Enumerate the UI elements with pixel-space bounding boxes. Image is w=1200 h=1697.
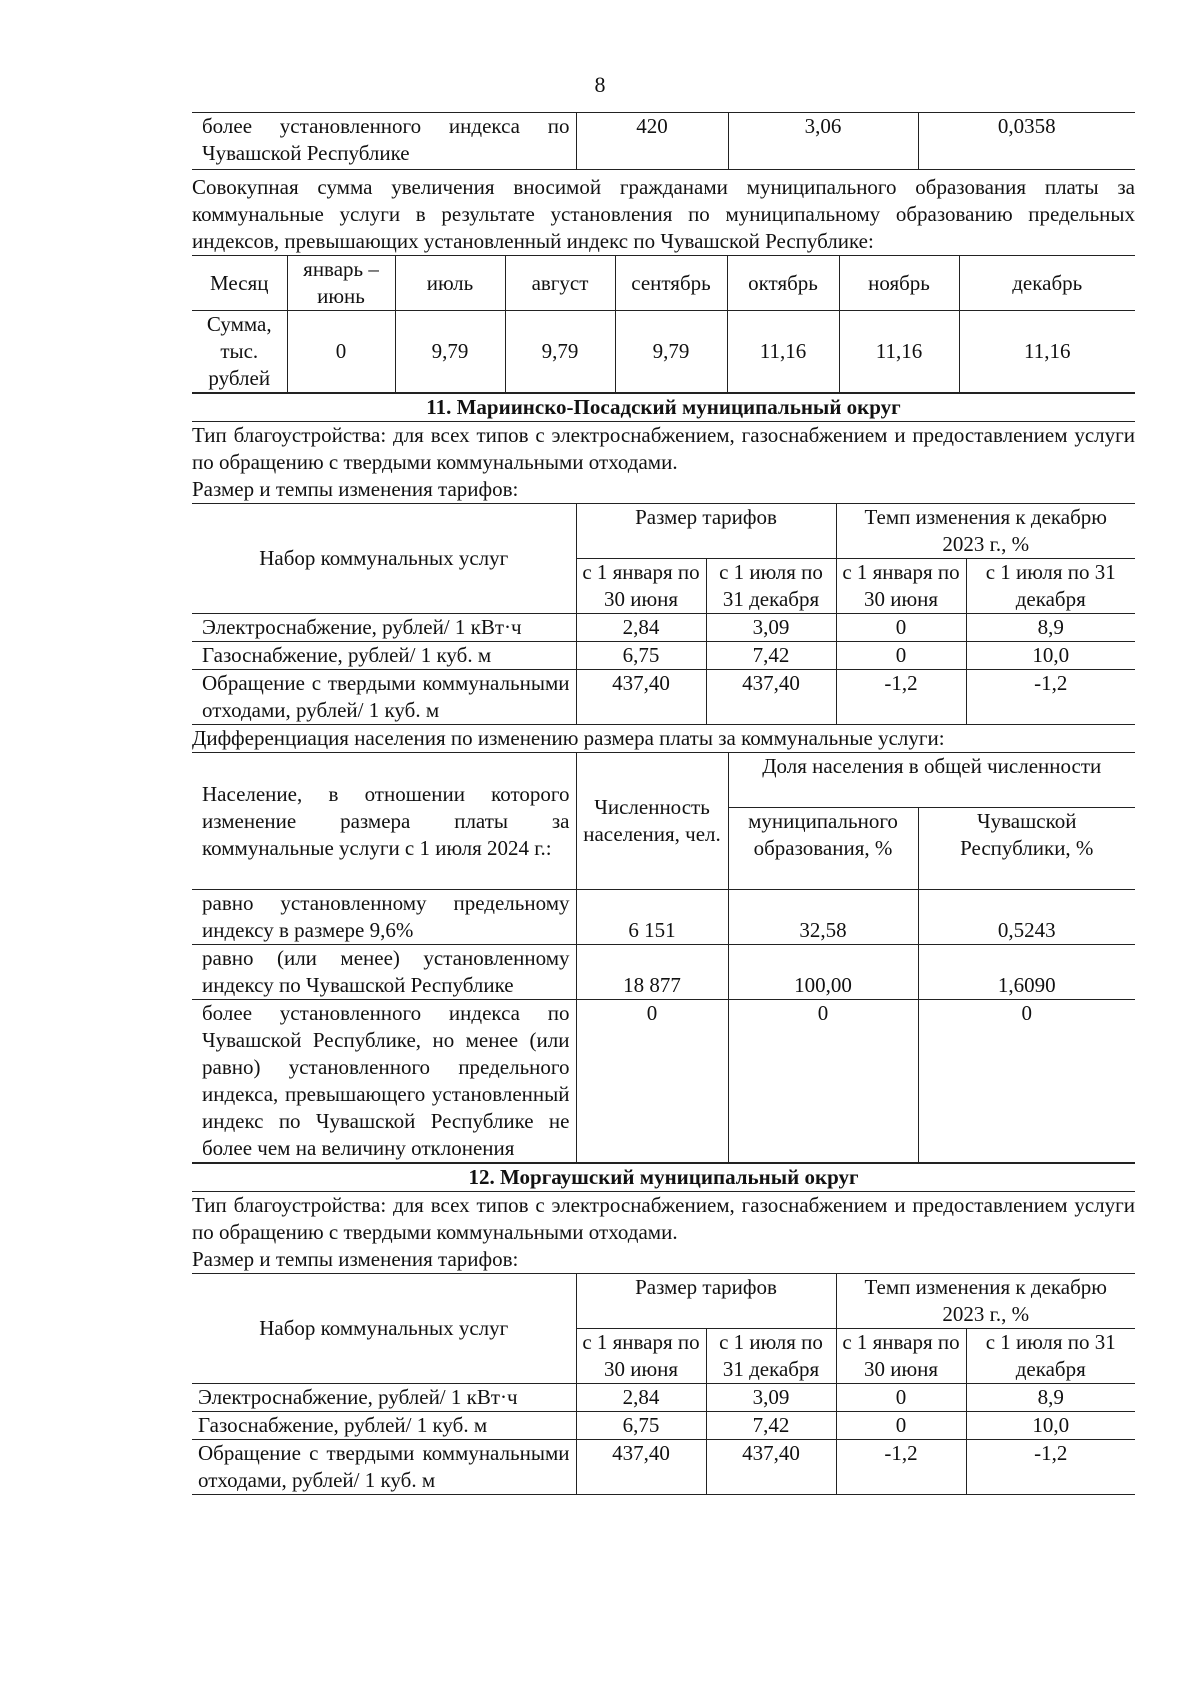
section-12-tariffs-intro: Размер и темпы изменения тарифов: [192, 1247, 519, 1271]
header-august: август [505, 256, 615, 311]
population-count: 420 [576, 113, 728, 170]
tariff-value: 437,40 [576, 670, 706, 725]
section-12-title: 12. Моргаушский муниципальный округ [192, 1163, 1135, 1192]
service-name: Электроснабжение, рублей/ 1 кВт·ч [192, 614, 576, 642]
table-row [192, 890, 1135, 945]
sum-value: 9,79 [615, 311, 727, 393]
rate-value: 0 [836, 1384, 966, 1412]
sum-value: 9,79 [395, 311, 505, 393]
rate-value: 0 [836, 642, 966, 670]
subheader-jan-jun: с 1 января по 30 июня [836, 559, 966, 614]
section-11-tariffs-intro: Размер и темпы изменения тарифов: [192, 477, 519, 501]
header-population: Население, в отношении которого изменение размера платы за коммунальные услуги с 1 июля 2024 г.: [192, 753, 576, 890]
table-header-row [192, 256, 1135, 311]
tariff-value: 3,09 [706, 614, 836, 642]
table-row [192, 1440, 1135, 1495]
rate-value: 8,9 [966, 1384, 1135, 1412]
population-count: 0 [576, 1000, 728, 1163]
header-september: сентябрь [615, 256, 727, 311]
sum-value: 0 [287, 311, 395, 393]
section-11-differentiation-intro: Дифференциация населения по изменению размера платы за коммунальные услуги: [192, 726, 945, 750]
tariff-value: 437,40 [706, 1440, 836, 1495]
population-row-label: равно установленному предельному индексу в размере 9,6% [192, 890, 576, 945]
population-count: 18 877 [576, 945, 728, 1000]
population-table-continued [192, 112, 1135, 170]
service-name: Обращение с твердыми коммунальными отходами, рублей/ 1 куб. м [192, 1440, 576, 1495]
page-number: 8 [594, 72, 606, 97]
header-services: Набор коммунальных услуг [192, 504, 576, 614]
header-tariff-size: Размер тарифов [576, 504, 836, 559]
tariff-value: 2,84 [576, 1384, 706, 1412]
share-republic: 1,6090 [918, 945, 1135, 1000]
sum-value: 11,16 [727, 311, 839, 393]
rate-value: -1,2 [966, 1440, 1135, 1495]
share-republic: 0 [918, 1000, 1135, 1163]
row-label-sum: Сумма, тыс. рублей [192, 311, 287, 393]
table-row [192, 311, 1135, 393]
tariff-value: 6,75 [576, 642, 706, 670]
section-11-title: 11. Мариинско-Посадский муниципальный округ [192, 393, 1135, 422]
header-services: Набор коммунальных услуг [192, 1274, 576, 1384]
rate-value: 10,0 [966, 642, 1135, 670]
header-change-rate: Темп изменения к декабрю 2023 г., % [836, 504, 1135, 559]
header-november: ноябрь [839, 256, 959, 311]
header-tariff-size: Размер тарифов [576, 1274, 836, 1329]
rate-value: -1,2 [836, 670, 966, 725]
sum-paragraph: Совокупная сумма увеличения вносимой гражданами муниципального образования платы за коммунальные услуги в результате установления по муниципальному образованию предельных индексов, превышающих установленный индекс по Чувашской Республике: [192, 175, 1135, 253]
table-row [192, 670, 1135, 725]
header-share-municipal: муниципального образования, % [728, 808, 918, 890]
service-name: Газоснабжение, рублей/ 1 куб. м [192, 642, 576, 670]
rate-value: 10,0 [966, 1412, 1135, 1440]
tariff-value: 437,40 [576, 1440, 706, 1495]
header-december: декабрь [959, 256, 1135, 311]
header-july: июль [395, 256, 505, 311]
tariff-value: 3,09 [706, 1384, 836, 1412]
share-municipal: 0 [728, 1000, 918, 1163]
header-jan-jun: январь – июнь [287, 256, 395, 311]
rate-value: -1,2 [836, 1440, 966, 1495]
table-row [192, 1384, 1135, 1412]
sum-value: 11,16 [839, 311, 959, 393]
document-body [192, 112, 1135, 1495]
share-municipal: 100,00 [728, 945, 918, 1000]
share-republic: 0,0358 [918, 113, 1135, 170]
service-name: Электроснабжение, рублей/ 1 кВт·ч [192, 1384, 576, 1412]
header-population-count: Численность населения, чел. [576, 753, 728, 890]
share-municipal: 32,58 [728, 890, 918, 945]
subheader-jul-dec: с 1 июля по 31 декабря [706, 559, 836, 614]
table-row [192, 113, 1135, 170]
subheader-jul-dec: с 1 июля по 31 декабря [966, 559, 1135, 614]
section-11-population-table [192, 752, 1135, 1163]
sum-value: 11,16 [959, 311, 1135, 393]
table-row [192, 614, 1135, 642]
tariff-value: 6,75 [576, 1412, 706, 1440]
table-row [192, 1412, 1135, 1440]
subheader-jul-dec: с 1 июля по 31 декабря [706, 1329, 836, 1384]
sum-value: 9,79 [505, 311, 615, 393]
tariff-value: 2,84 [576, 614, 706, 642]
service-name: Обращение с твердыми коммунальными отходами, рублей/ 1 куб. м [192, 670, 576, 725]
header-month: Месяц [192, 256, 287, 311]
section-12-tariff-table [192, 1273, 1135, 1495]
rate-value: 0 [836, 614, 966, 642]
table-row [192, 945, 1135, 1000]
table-row [192, 1000, 1135, 1163]
subheader-jan-jun: с 1 января по 30 июня [576, 559, 706, 614]
section-11-improvement-type: Тип благоустройства: для всех типов с электроснабжением, газоснабжением и предоставлением услуги по обращению с твердыми коммунальными отходами. [192, 423, 1135, 474]
header-october: октябрь [727, 256, 839, 311]
population-row-label: равно (или менее) установленному индексу по Чувашской Республике [192, 945, 576, 1000]
tariff-value: 7,42 [706, 1412, 836, 1440]
tariff-value: 7,42 [706, 642, 836, 670]
population-count: 6 151 [576, 890, 728, 945]
monthly-sum-table [192, 255, 1135, 393]
header-population-share: Доля населения в общей численности [728, 753, 1135, 808]
subheader-jul-dec: с 1 июля по 31 декабря [966, 1329, 1135, 1384]
service-name: Газоснабжение, рублей/ 1 куб. м [192, 1412, 576, 1440]
rate-value: -1,2 [966, 670, 1135, 725]
share-republic: 0,5243 [918, 890, 1135, 945]
rate-value: 8,9 [966, 614, 1135, 642]
section-12-improvement-type: Тип благоустройства: для всех типов с электроснабжением, газоснабжением и предоставлением услуги по обращению с твердыми коммунальными отходами. [192, 1193, 1135, 1244]
subheader-jan-jun: с 1 января по 30 июня [836, 1329, 966, 1384]
rate-value: 0 [836, 1412, 966, 1440]
population-row-label: более установленного индекса по Чувашской Республике, но менее (или равно) установленного предельного индекса, превышающего установленный индекс по Чувашской Республике не более чем на величину отклонения [192, 1000, 576, 1163]
row-label: более установленного индекса по Чувашской Республике [192, 113, 576, 170]
table-row [192, 642, 1135, 670]
tariff-value: 437,40 [706, 670, 836, 725]
share-municipal: 3,06 [728, 113, 918, 170]
header-change-rate: Темп изменения к декабрю 2023 г., % [836, 1274, 1135, 1329]
header-share-republic: Чувашской Республики, % [918, 808, 1135, 890]
section-11-tariff-table [192, 503, 1135, 725]
subheader-jan-jun: с 1 января по 30 июня [576, 1329, 706, 1384]
